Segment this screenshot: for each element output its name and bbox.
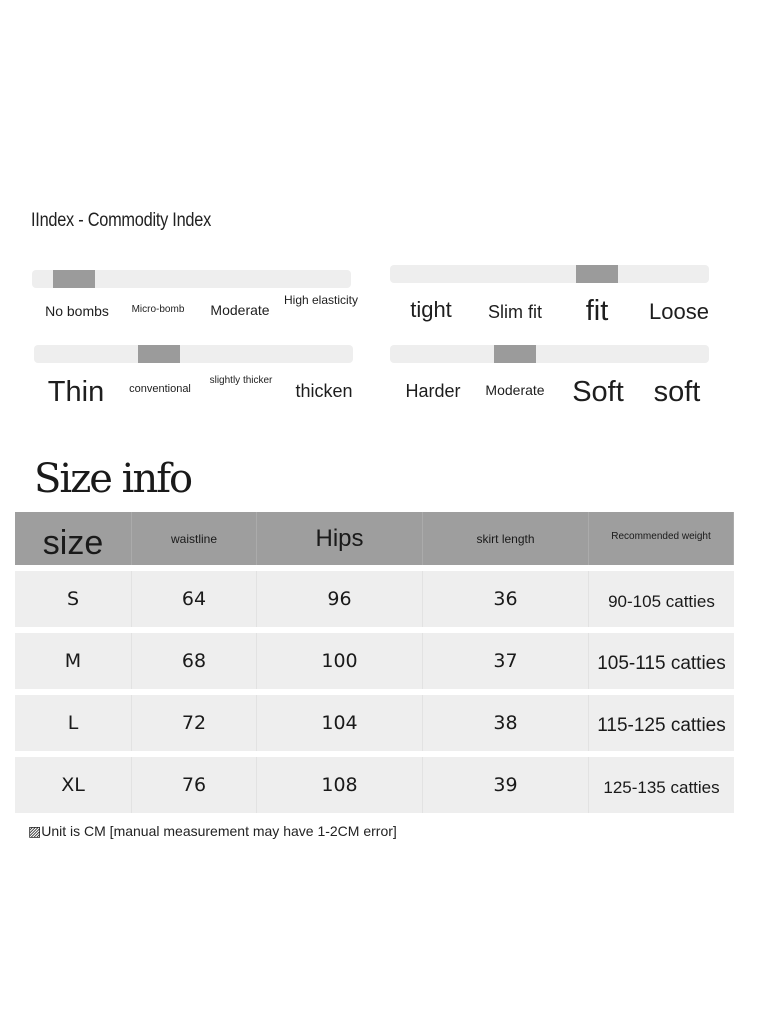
- cell-value: 90-105 catties: [608, 592, 715, 611]
- softness-label-soft: Soft: [572, 376, 624, 408]
- softness-scale-track: [390, 345, 709, 363]
- header-size: [15, 512, 132, 565]
- cell-size: [15, 757, 132, 813]
- thickness-label-thin: Thin: [47, 376, 105, 408]
- cell-value: 125-135 catties: [603, 778, 720, 797]
- softness-scale-indicator: [494, 345, 536, 363]
- cell-hips: [257, 757, 423, 813]
- header-skirt-length-label: skirt length: [476, 531, 535, 546]
- measurement-note: ▨Unit is CM [manual measurement may have 1-2CM error]: [28, 823, 397, 839]
- softness-label-moderate: Moderate: [485, 382, 545, 398]
- cell-value: S: [66, 588, 80, 610]
- elasticity-scale-indicator: [53, 270, 95, 288]
- thickness-scale-indicator: [138, 345, 180, 363]
- cell-value: 37: [493, 650, 518, 672]
- cell-value: 96: [327, 588, 352, 610]
- header-recommended-weight: [589, 512, 734, 565]
- header-waistline-label: waistline: [170, 531, 218, 546]
- thickness-label-thicken: thicken: [295, 381, 353, 401]
- fit-label-slim-fit: Slim fit: [488, 302, 542, 322]
- fit-label-fit: fit: [585, 295, 609, 327]
- fit-scale-track: [390, 265, 709, 283]
- cell-hips: [257, 633, 423, 689]
- header-waistline: [132, 512, 257, 565]
- table-row: [15, 571, 734, 627]
- cell-value: 105-115 catties: [597, 653, 726, 674]
- cell-skirt-length: [423, 757, 589, 813]
- header-recommended-weight-label: Recommended weight: [611, 531, 711, 542]
- size-info-title: Size info: [34, 456, 192, 502]
- cell-size: [15, 633, 132, 689]
- table-row: [15, 757, 734, 813]
- cell-value: 68: [181, 650, 207, 672]
- cell-waistline: [132, 695, 257, 751]
- cell-value: 36: [493, 588, 518, 610]
- fit-label-tight: tight: [410, 297, 452, 322]
- cell-value: 104: [321, 712, 358, 734]
- thickness-label-slightly-thicker: slightly thicker: [209, 375, 273, 386]
- cell-size: [15, 571, 132, 627]
- cell-value: 108: [321, 774, 358, 796]
- cell-value: 115-125 catties: [597, 715, 726, 736]
- size-table-header: [15, 512, 734, 565]
- cell-value: 64: [181, 588, 207, 610]
- header-hips: [257, 512, 423, 565]
- commodity-index-title: IIndex - Commodity Index: [31, 210, 211, 231]
- cell-recommended-weight: [589, 633, 734, 689]
- cell-value: L: [67, 712, 79, 734]
- cell-value: 76: [181, 774, 207, 796]
- cell-waistline: [132, 571, 257, 627]
- cell-hips: [257, 571, 423, 627]
- table-row: [15, 695, 734, 751]
- cell-recommended-weight: [589, 757, 734, 813]
- thickness-scale-track: [34, 345, 353, 363]
- cell-skirt-length: [423, 571, 589, 627]
- thickness-label-conventional: conventional: [129, 383, 191, 395]
- cell-value: XL: [61, 774, 85, 796]
- softness-label-soft-2: soft: [653, 376, 701, 408]
- cell-waistline: [132, 633, 257, 689]
- cell-recommended-weight: [589, 571, 734, 627]
- cell-skirt-length: [423, 695, 589, 751]
- cell-value: 38: [493, 712, 518, 734]
- cell-size: [15, 695, 132, 751]
- cell-value: M: [64, 650, 82, 672]
- elasticity-label-no-bombs: No bombs: [45, 303, 109, 319]
- cell-skirt-length: [423, 633, 589, 689]
- fit-label-loose: Loose: [649, 299, 709, 324]
- elasticity-scale-track: [32, 270, 351, 288]
- fit-scale-indicator: [576, 265, 618, 283]
- cell-value: 39: [493, 774, 518, 796]
- softness-label-harder: Harder: [405, 381, 461, 401]
- cell-value: 100: [321, 650, 358, 672]
- size-table: [15, 512, 734, 819]
- header-hips-label: Hips: [315, 524, 364, 552]
- header-skirt-length: [423, 512, 589, 565]
- header-size-label: size: [42, 524, 104, 562]
- elasticity-label-micro-bomb: Micro-bomb: [131, 304, 185, 315]
- elasticity-label-moderate: Moderate: [210, 302, 270, 318]
- cell-recommended-weight: [589, 695, 734, 751]
- cell-value: 72: [181, 712, 207, 734]
- cell-waistline: [132, 757, 257, 813]
- table-row: [15, 633, 734, 689]
- cell-hips: [257, 695, 423, 751]
- elasticity-label-high-elasticity: High elasticity: [283, 293, 359, 307]
